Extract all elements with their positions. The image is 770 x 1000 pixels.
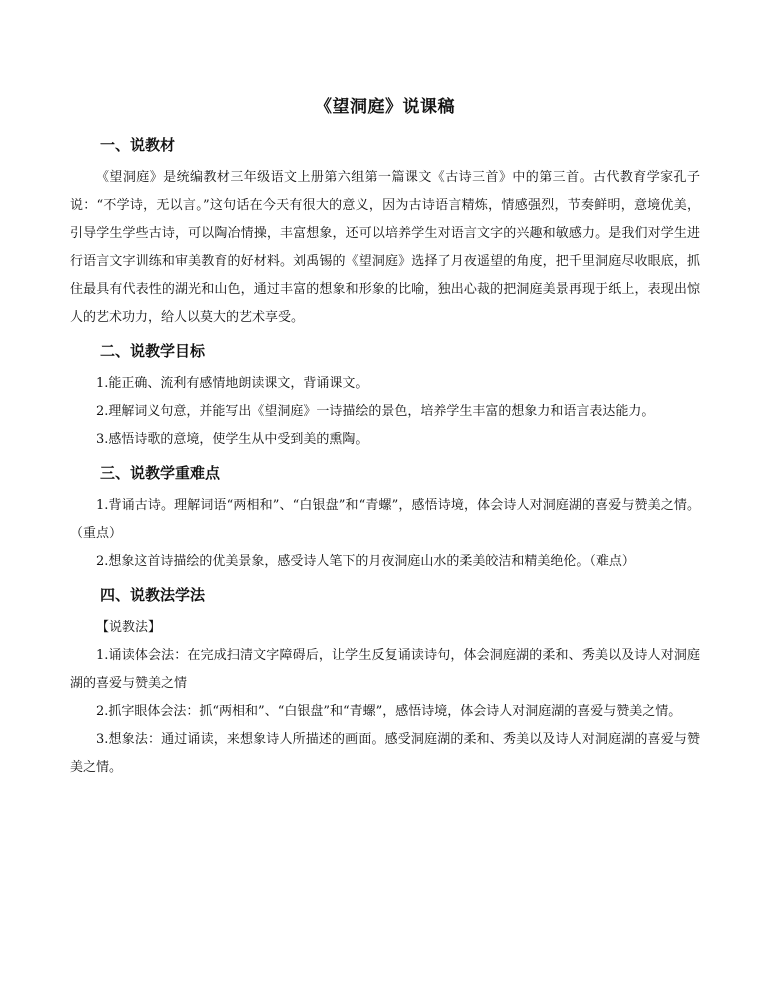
list-item: 2.抓字眼体会法：抓“两相和”、“白银盘”和“青螺”，感悟诗境，体会诗人对洞庭湖的喜爱与赞美之情。 bbox=[96, 704, 682, 719]
section-methods bbox=[70, 582, 700, 782]
list-item: 1.能正确、流利有感情地朗读课文，背诵课文。 bbox=[96, 376, 369, 391]
section-teaching-goals bbox=[70, 338, 700, 454]
section-key-difficult-points bbox=[70, 460, 700, 576]
list-item: 2.理解词义句意，并能写出《望洞庭》一诗描绘的景色，培养学生丰富的想象力和语言表达能力。 bbox=[96, 404, 655, 419]
section-heading: 二、说教学目标 bbox=[100, 342, 206, 360]
section-heading: 三、说教学重难点 bbox=[100, 464, 221, 482]
list-item: 1.诵读体会法：在完成扫清文字障碍后，让学生反复诵读诗句，体会洞庭湖的柔和、秀美以及诗人对洞庭湖的喜爱与赞美之情 bbox=[70, 648, 700, 691]
list-item: 3.想象法：通过诵读，来想象诗人所描述的画面。感受洞庭湖的柔和、秀美以及诗人对洞庭湖的喜爱与赞美之情。 bbox=[70, 732, 700, 775]
list-item: 3.感悟诗歌的意境，使学生从中受到美的熏陶。 bbox=[96, 432, 369, 447]
section-heading: 四、说教法学法 bbox=[100, 586, 206, 604]
paragraph: 《望洞庭》是统编教材三年级语文上册第六组第一篇课文《古诗三首》中的第三首。古代教育学家孔子说：“不学诗，无以言。”这句话在今天有很大的意义，因为古诗语言精炼，情感强烈，节奏鲜明，意境优美，引导学生学些古诗，可以陶冶情操，丰富想象，还可以培养学生对语言文字的兴趣和敏感力。是我们对学生进行语言文字训练和审美教育的好材料。刘禹锡的《望洞庭》选择了月夜遥望的角度，把千里洞庭尽收眼底，抓住最具有代表性的湖光和山色，通过丰富的想象和形象的比喻，独出心裁的把洞庭美景再现于纸上，表现出惊人的艺术功力，给人以莫大的艺术享受。 bbox=[70, 170, 700, 325]
document-page bbox=[70, 92, 700, 788]
section-heading: 一、说教材 bbox=[100, 136, 176, 154]
list-item: 1.背诵古诗。理解词语“两相和”、“白银盘”和“青螺”，感悟诗境，体会诗人对洞庭湖的喜爱与赞美之情。（重点） bbox=[70, 498, 700, 541]
document-title: 《望洞庭》说课稿 bbox=[315, 97, 455, 117]
list-item: 2.想象这首诗描绘的优美景象，感受诗人笔下的月夜洞庭山水的柔美皎洁和精美绝伦。（难点） bbox=[96, 554, 635, 569]
sub-label: 【说教法】 bbox=[96, 620, 162, 635]
section-textbook bbox=[70, 132, 700, 332]
